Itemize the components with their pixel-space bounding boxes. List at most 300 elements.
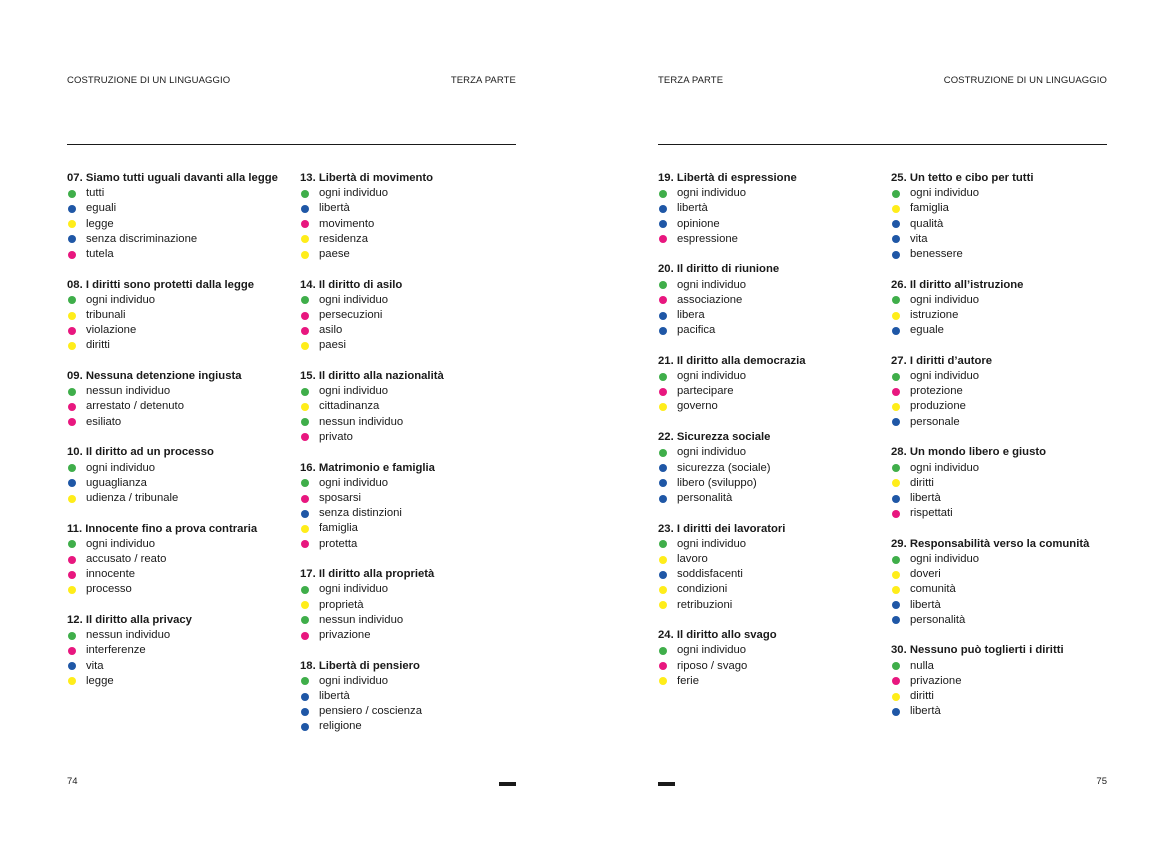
magenta-dot-icon xyxy=(68,251,76,259)
keyword-item xyxy=(891,689,1116,704)
yellow-dot-icon xyxy=(892,403,900,411)
blue-dot-icon xyxy=(892,220,900,228)
yellow-dot-icon xyxy=(892,205,900,213)
keyword-item xyxy=(67,491,292,506)
keyword-item xyxy=(67,643,292,658)
article-section xyxy=(658,354,883,415)
keyword-item xyxy=(67,247,292,262)
keyword-item xyxy=(67,674,292,689)
green-dot-icon xyxy=(68,632,76,640)
keyword-label: paese xyxy=(319,247,350,260)
keyword-label: ogni individuo xyxy=(319,583,389,596)
keyword-item xyxy=(67,537,292,552)
blue-dot-icon xyxy=(68,235,76,243)
keyword-label: vita xyxy=(910,232,928,245)
keyword-item xyxy=(658,323,883,338)
keyword-item xyxy=(891,369,1116,384)
keyword-label: produzione xyxy=(910,400,966,413)
keyword-label: persecuzioni xyxy=(319,309,383,322)
magenta-dot-icon xyxy=(892,388,900,396)
yellow-dot-icon xyxy=(301,342,309,350)
yellow-dot-icon xyxy=(68,342,76,350)
green-dot-icon xyxy=(68,190,76,198)
keyword-label: ogni individuo xyxy=(677,370,747,383)
blue-dot-icon xyxy=(301,510,309,518)
keyword-label: legge xyxy=(86,674,114,687)
blue-dot-icon xyxy=(659,464,667,472)
column-2 xyxy=(300,171,525,750)
keyword-item xyxy=(300,430,525,445)
keyword-item xyxy=(658,582,883,597)
article-title: 26. Il diritto all’istruzione xyxy=(891,278,1024,291)
keyword-label: innocente xyxy=(86,568,135,581)
keyword-label: sposarsi xyxy=(319,491,362,504)
green-dot-icon xyxy=(301,418,309,426)
keyword-item xyxy=(300,704,525,719)
keyword-item xyxy=(300,399,525,414)
keyword-item xyxy=(658,186,883,201)
keyword-label: uguaglianza xyxy=(86,476,147,489)
keyword-label: nessun individuo xyxy=(319,415,404,428)
keyword-label: nessun individuo xyxy=(319,613,404,626)
column-1 xyxy=(658,171,883,705)
keyword-label: libertà xyxy=(910,491,941,504)
keyword-item xyxy=(300,506,525,521)
yellow-dot-icon xyxy=(659,556,667,564)
magenta-dot-icon xyxy=(892,510,900,518)
yellow-dot-icon xyxy=(68,677,76,685)
keyword-item xyxy=(658,552,883,567)
article-section xyxy=(67,278,292,354)
blue-dot-icon xyxy=(68,479,76,487)
article-title: 24. Il diritto allo svago xyxy=(658,629,777,642)
keyword-label: ogni individuo xyxy=(910,370,980,383)
green-dot-icon xyxy=(892,373,900,381)
keyword-item xyxy=(300,384,525,399)
keyword-item xyxy=(300,628,525,643)
keyword-item xyxy=(67,552,292,567)
keyword-item xyxy=(891,582,1116,597)
keyword-label: ogni individuo xyxy=(86,461,156,474)
keyword-item xyxy=(300,308,525,323)
green-dot-icon xyxy=(892,556,900,564)
keyword-label: ogni individuo xyxy=(319,476,389,489)
blue-dot-icon xyxy=(659,571,667,579)
keyword-item xyxy=(658,384,883,399)
blue-dot-icon xyxy=(301,693,309,701)
keyword-item xyxy=(891,491,1116,506)
keyword-label: protezione xyxy=(910,385,963,398)
keyword-item xyxy=(658,399,883,414)
magenta-dot-icon xyxy=(659,296,667,304)
keyword-label: ogni individuo xyxy=(677,187,747,200)
yellow-dot-icon xyxy=(659,601,667,609)
keyword-label: condizioni xyxy=(677,583,728,596)
keyword-label: personalità xyxy=(677,491,733,504)
article-section xyxy=(300,659,525,735)
keyword-item xyxy=(891,506,1116,521)
keyword-label: diritti xyxy=(910,476,934,489)
magenta-dot-icon xyxy=(301,220,309,228)
article-section xyxy=(67,613,292,689)
magenta-dot-icon xyxy=(68,647,76,655)
green-dot-icon xyxy=(68,296,76,304)
keyword-item xyxy=(891,613,1116,628)
article-section xyxy=(300,171,525,262)
keyword-label: pensiero / coscienza xyxy=(319,705,422,718)
keyword-item xyxy=(300,598,525,613)
yellow-dot-icon xyxy=(892,693,900,701)
keyword-item xyxy=(300,217,525,232)
keyword-label: personale xyxy=(910,415,960,428)
keyword-item xyxy=(300,521,525,536)
keyword-label: ogni individuo xyxy=(677,278,747,291)
keyword-label: privato xyxy=(319,430,353,443)
magenta-dot-icon xyxy=(301,312,309,320)
article-section xyxy=(891,171,1116,262)
keyword-label: istruzione xyxy=(910,309,959,322)
keyword-label: libero (sviluppo) xyxy=(677,476,757,489)
article-title: 27. I diritti d’autore xyxy=(891,354,993,367)
green-dot-icon xyxy=(301,586,309,594)
keyword-label: ogni individuo xyxy=(677,446,747,459)
keyword-label: associazione xyxy=(677,293,743,306)
keyword-label: comunità xyxy=(910,583,956,596)
keyword-label: paesi xyxy=(319,339,347,352)
keyword-label: soddisfacenti xyxy=(677,568,743,581)
article-title: 15. Il diritto alla nazionalità xyxy=(300,370,444,383)
keyword-item xyxy=(891,461,1116,476)
keyword-item xyxy=(891,399,1116,414)
keyword-label: ogni individuo xyxy=(86,537,156,550)
keyword-label: tutela xyxy=(86,247,114,260)
keyword-label: nessun individuo xyxy=(86,629,171,642)
keyword-item xyxy=(891,232,1116,247)
keyword-label: religione xyxy=(319,720,362,733)
article-section xyxy=(300,461,525,552)
blue-dot-icon xyxy=(892,327,900,335)
green-dot-icon xyxy=(659,449,667,457)
keyword-item xyxy=(658,461,883,476)
keyword-item xyxy=(658,491,883,506)
keyword-label: tutti xyxy=(86,187,105,200)
article-title: 25. Un tetto e cibo per tutti xyxy=(891,172,1034,184)
green-dot-icon xyxy=(892,662,900,670)
keyword-label: libertà xyxy=(319,690,350,703)
magenta-dot-icon xyxy=(301,632,309,640)
magenta-dot-icon xyxy=(301,327,309,335)
yellow-dot-icon xyxy=(659,586,667,594)
keyword-label: privazione xyxy=(910,674,962,687)
keyword-label: ogni individuo xyxy=(319,674,389,687)
keyword-item xyxy=(300,689,525,704)
keyword-item xyxy=(658,598,883,613)
right-page xyxy=(658,0,1107,851)
running-head-right: COSTRUZIONE DI UN LINGUAGGIO xyxy=(943,75,1107,86)
keyword-label: libertà xyxy=(319,202,350,215)
keyword-item xyxy=(658,567,883,582)
blue-dot-icon xyxy=(301,708,309,716)
keyword-label: libera xyxy=(677,309,705,322)
article-title: 19. Libertà di espressione xyxy=(658,172,797,184)
keyword-label: senza distinzioni xyxy=(319,507,402,520)
keyword-item xyxy=(891,323,1116,338)
keyword-item xyxy=(658,537,883,552)
magenta-dot-icon xyxy=(68,418,76,426)
keyword-item xyxy=(891,186,1116,201)
green-dot-icon xyxy=(301,616,309,624)
keyword-label: governo xyxy=(677,400,718,413)
keyword-label: nessun individuo xyxy=(86,385,171,398)
yellow-dot-icon xyxy=(892,479,900,487)
keyword-item xyxy=(67,201,292,216)
keyword-item xyxy=(300,247,525,262)
running-head-left: COSTRUZIONE DI UN LINGUAGGIO xyxy=(67,75,231,86)
article-section xyxy=(67,369,292,430)
keyword-label: proprietà xyxy=(319,598,364,611)
article-title: 29. Responsabilità verso la comunità xyxy=(891,537,1090,550)
keyword-item xyxy=(891,308,1116,323)
keyword-label: partecipare xyxy=(677,385,734,398)
keyword-label: ogni individuo xyxy=(86,293,156,306)
yellow-dot-icon xyxy=(892,586,900,594)
keyword-label: arrestato / detenuto xyxy=(86,400,184,413)
keyword-item xyxy=(300,415,525,430)
blue-dot-icon xyxy=(659,495,667,503)
column-1 xyxy=(67,171,292,705)
yellow-dot-icon xyxy=(301,235,309,243)
article-title: 09. Nessuna detenzione ingiusta xyxy=(67,370,242,383)
article-section xyxy=(67,522,292,598)
keyword-label: riposo / svago xyxy=(677,659,748,672)
keyword-item xyxy=(67,399,292,414)
keyword-item xyxy=(658,293,883,308)
article-section xyxy=(891,643,1116,719)
keyword-label: famiglia xyxy=(319,522,358,535)
header-rule xyxy=(658,144,1107,145)
keyword-label: cittadinanza xyxy=(319,400,380,413)
keyword-label: ogni individuo xyxy=(319,293,389,306)
article-title: 11. Innocente fino a prova contraria xyxy=(67,522,258,535)
keyword-item xyxy=(658,369,883,384)
yellow-dot-icon xyxy=(892,571,900,579)
keyword-item xyxy=(67,415,292,430)
footer-bar-mark xyxy=(658,782,675,786)
blue-dot-icon xyxy=(68,662,76,670)
yellow-dot-icon xyxy=(301,251,309,259)
keyword-item xyxy=(67,567,292,582)
keyword-item xyxy=(67,628,292,643)
keyword-item xyxy=(891,704,1116,719)
keyword-label: udienza / tribunale xyxy=(86,491,179,504)
article-section xyxy=(300,567,525,643)
keyword-item xyxy=(67,217,292,232)
keyword-label: sicurezza (sociale) xyxy=(677,461,771,474)
article-title: 16. Matrimonio e famiglia xyxy=(300,461,435,474)
keyword-item xyxy=(67,293,292,308)
article-title: 13. Libertà di movimento xyxy=(300,172,434,184)
article-section xyxy=(891,278,1116,339)
keyword-label: ferie xyxy=(677,674,699,687)
keyword-label: libertà xyxy=(677,202,708,215)
keyword-label: residenza xyxy=(319,232,368,245)
yellow-dot-icon xyxy=(68,495,76,503)
yellow-dot-icon xyxy=(659,677,667,685)
keyword-label: asilo xyxy=(319,324,343,337)
page-number: 74 xyxy=(67,776,78,787)
keyword-item xyxy=(300,582,525,597)
keyword-item xyxy=(891,674,1116,689)
keyword-item xyxy=(67,659,292,674)
keyword-label: retribuzioni xyxy=(677,598,733,611)
keyword-item xyxy=(891,598,1116,613)
green-dot-icon xyxy=(68,540,76,548)
left-page xyxy=(67,0,516,851)
blue-dot-icon xyxy=(892,235,900,243)
article-section xyxy=(658,262,883,338)
keyword-label: tribunali xyxy=(86,309,126,322)
blue-dot-icon xyxy=(68,205,76,213)
article-title: 30. Nessuno può toglierti i diritti xyxy=(891,644,1064,657)
blue-dot-icon xyxy=(892,418,900,426)
article-title: 12. Il diritto alla privacy xyxy=(67,614,192,627)
keyword-label: ogni individuo xyxy=(910,187,980,200)
keyword-label: pacifica xyxy=(677,324,716,337)
keyword-label: violazione xyxy=(86,324,137,337)
keyword-item xyxy=(300,491,525,506)
keyword-item xyxy=(300,613,525,628)
keyword-item xyxy=(67,582,292,597)
green-dot-icon xyxy=(659,540,667,548)
green-dot-icon xyxy=(892,190,900,198)
green-dot-icon xyxy=(659,373,667,381)
article-title: 08. I diritti sono protetti dalla legge xyxy=(67,278,255,291)
magenta-dot-icon xyxy=(659,235,667,243)
article-section xyxy=(891,537,1116,628)
keyword-item xyxy=(67,323,292,338)
keyword-item xyxy=(300,201,525,216)
keyword-label: eguale xyxy=(910,324,944,337)
keyword-item xyxy=(67,232,292,247)
keyword-item xyxy=(300,476,525,491)
article-section xyxy=(67,171,292,262)
green-dot-icon xyxy=(68,464,76,472)
keyword-label: benessere xyxy=(910,247,963,260)
keyword-item xyxy=(300,232,525,247)
keyword-item xyxy=(891,384,1116,399)
green-dot-icon xyxy=(659,190,667,198)
article-section xyxy=(300,278,525,354)
keyword-label: ogni individuo xyxy=(319,385,389,398)
keyword-label: legge xyxy=(86,217,114,230)
keyword-item xyxy=(658,659,883,674)
blue-dot-icon xyxy=(892,601,900,609)
blue-dot-icon xyxy=(659,220,667,228)
article-section xyxy=(658,171,883,247)
keyword-label: privazione xyxy=(319,628,371,641)
keyword-label: ogni individuo xyxy=(677,537,747,550)
column-2 xyxy=(891,171,1116,735)
keyword-label: interferenze xyxy=(86,644,146,657)
keyword-item xyxy=(891,201,1116,216)
running-head-right: TERZA PARTE xyxy=(450,75,516,86)
keyword-item xyxy=(658,217,883,232)
article-title: 17. Il diritto alla proprietà xyxy=(300,568,435,581)
article-title: 14. Il diritto di asilo xyxy=(300,278,403,291)
article-title: 21. Il diritto alla democrazia xyxy=(658,354,806,367)
article-section xyxy=(300,369,525,445)
keyword-label: ogni individuo xyxy=(910,553,980,566)
keyword-label: senza discriminazione xyxy=(86,232,198,245)
green-dot-icon xyxy=(659,647,667,655)
keyword-label: ogni individuo xyxy=(910,461,980,474)
blue-dot-icon xyxy=(301,723,309,731)
blue-dot-icon xyxy=(892,495,900,503)
keyword-label: vita xyxy=(86,659,104,672)
green-dot-icon xyxy=(301,296,309,304)
keyword-label: diritti xyxy=(86,339,110,352)
keyword-item xyxy=(300,674,525,689)
magenta-dot-icon xyxy=(68,403,76,411)
article-title: 10. Il diritto ad un processo xyxy=(67,446,214,459)
keyword-item xyxy=(300,719,525,734)
keyword-item xyxy=(658,476,883,491)
green-dot-icon xyxy=(68,388,76,396)
keyword-item xyxy=(658,308,883,323)
keyword-item xyxy=(891,552,1116,567)
blue-dot-icon xyxy=(659,205,667,213)
article-title: 23. I diritti dei lavoratori xyxy=(658,522,786,535)
keyword-item xyxy=(67,384,292,399)
keyword-label: eguali xyxy=(86,202,117,215)
blue-dot-icon xyxy=(659,479,667,487)
blue-dot-icon xyxy=(659,327,667,335)
keyword-label: libertà xyxy=(910,705,941,718)
keyword-label: lavoro xyxy=(677,553,708,566)
yellow-dot-icon xyxy=(301,525,309,533)
keyword-label: personalità xyxy=(910,613,966,626)
article-section xyxy=(891,354,1116,430)
keyword-label: espressione xyxy=(677,232,738,245)
keyword-label: libertà xyxy=(910,598,941,611)
keyword-item xyxy=(300,338,525,353)
magenta-dot-icon xyxy=(659,388,667,396)
keyword-label: ogni individuo xyxy=(910,293,980,306)
blue-dot-icon xyxy=(659,312,667,320)
green-dot-icon xyxy=(892,464,900,472)
keyword-item xyxy=(658,643,883,658)
blue-dot-icon xyxy=(892,708,900,716)
green-dot-icon xyxy=(301,388,309,396)
yellow-dot-icon xyxy=(68,220,76,228)
magenta-dot-icon xyxy=(659,662,667,670)
magenta-dot-icon xyxy=(68,556,76,564)
yellow-dot-icon xyxy=(301,403,309,411)
article-section xyxy=(658,628,883,689)
keyword-item xyxy=(67,338,292,353)
yellow-dot-icon xyxy=(68,586,76,594)
magenta-dot-icon xyxy=(68,571,76,579)
keyword-item xyxy=(300,537,525,552)
page-number: 75 xyxy=(1096,776,1107,787)
keyword-label: protetta xyxy=(319,537,358,550)
keyword-label: rispettati xyxy=(910,507,953,520)
keyword-label: nulla xyxy=(910,659,934,672)
green-dot-icon xyxy=(301,677,309,685)
running-head-left: TERZA PARTE xyxy=(658,75,724,86)
footer-bar-mark xyxy=(499,782,516,786)
yellow-dot-icon xyxy=(892,312,900,320)
